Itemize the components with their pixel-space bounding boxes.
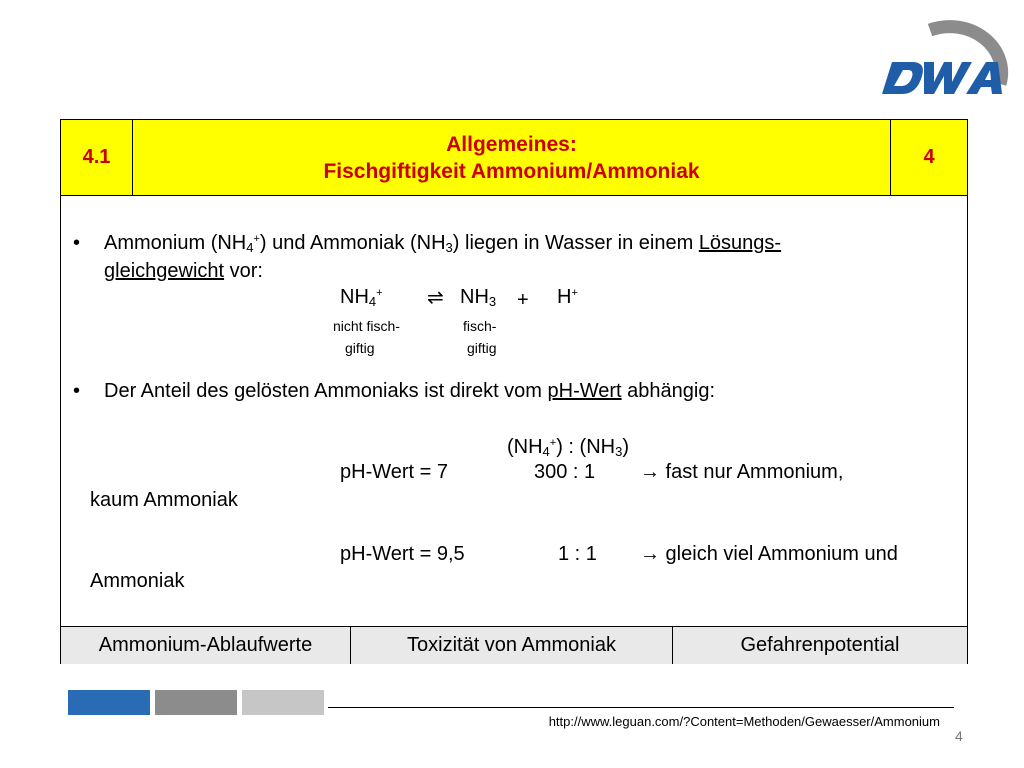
equation-nh3 [460,286,496,309]
decor-bar-gray [155,690,237,715]
section-number: 4.1 [61,120,133,195]
subscript: 4 [542,444,550,459]
text-segment: NH [460,286,489,308]
subscript: 3 [615,444,623,459]
text-segment: Der Anteil des gelösten Ammoniaks ist direkt vom [104,380,548,402]
row2-ratio: 1 : 1 [558,543,597,565]
bullet-1-line-2 [104,260,263,283]
text-segment: (NH [507,436,543,458]
label-toxic-2: giftig [467,340,497,356]
tab-toxizitaet-ammoniak[interactable]: Toxizität von Ammoniak [351,627,673,664]
equation-nh4 [340,286,383,309]
row1-result: → fast nur Ammonium, [640,461,844,483]
superscript: + [376,287,383,299]
label-not-toxic-1: nicht fisch- [333,318,400,334]
tab-ammonium-ablaufwerte[interactable]: Ammonium-Ablaufwerte [61,627,351,664]
text-segment: vor: [224,260,263,282]
text-segment: ) : (NH [556,436,616,458]
text-segment: H [557,286,572,308]
underlined-term: gleichgewicht [104,260,225,282]
row2-ph: pH-Wert = 9,5 [340,543,465,565]
nav-tabs [61,626,967,664]
equation-h [557,286,578,309]
ratio-header [507,436,629,459]
row2-result: → gleich viel Ammonium und [640,543,898,565]
decor-bar-light [242,690,324,715]
equilibrium-arrow-icon: ⇌ [427,287,444,309]
row2-continuation: Ammoniak [90,570,185,592]
slide-number: 4 [955,728,963,744]
bullet-dot-2: • [73,380,81,402]
content-area [61,196,967,626]
header-page-number: 4 [923,146,935,168]
underlined-term: Lösungs- [698,232,782,254]
tab-gefahrenpotential[interactable]: Gefahrenpotential [740,634,900,656]
superscript: + [253,233,260,245]
row1-ratio: 300 : 1 [534,461,596,483]
text-segment: ) [622,436,630,458]
label-not-toxic-2: giftig [345,340,375,356]
superscript: + [549,437,557,449]
dwa-logo [868,14,1018,104]
subscript: 4 [368,294,377,309]
text-segment: ) liegen in Wasser in einem [452,232,699,254]
source-link[interactable]: http://www.leguan.com/?Content=Methoden/Gewaesser/Ammonium [548,714,940,729]
bullet-1-line-1 [104,232,781,255]
superscript: + [571,287,578,299]
subscript: 4 [246,240,254,255]
title-line-2: Fischgiftigkeit Ammonium/Ammoniak [323,159,700,183]
text-segment: Ammonium (NH [104,232,247,254]
logo-letters [882,62,1002,94]
equation-plus: + [517,289,529,311]
row1-ph: pH-Wert = 7 [340,461,448,483]
subscript: 3 [445,240,453,255]
bullet-2-line [104,380,715,403]
title-line-1: Allgemeines: [446,132,577,156]
row1-continuation: kaum Ammoniak [90,489,238,511]
slide-frame [60,119,968,664]
text-segment: NH [340,286,369,308]
header-bar [61,120,967,196]
bullet-dot-1: • [73,232,81,254]
subscript: 3 [488,294,497,309]
slide-title [133,120,891,195]
text-segment: ) und Ammoniak (NH [259,232,446,254]
text-segment: abhängig: [621,380,716,402]
footer-divider [328,707,954,708]
underlined-term: pH-Wert [547,380,622,402]
label-toxic-1: fisch- [463,318,497,334]
decor-bar-blue [68,690,150,715]
